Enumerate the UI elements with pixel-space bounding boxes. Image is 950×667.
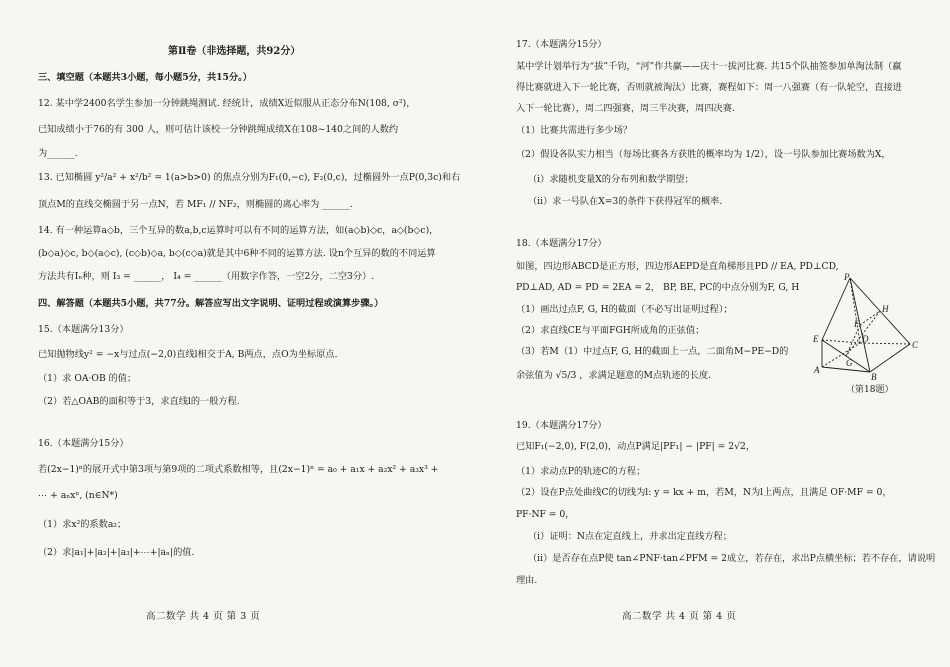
section-4-heading: 四、解答题（本题共5小题，共77分。解答应写出文字说明、证明过程或演算步骤。）	[38, 298, 384, 309]
q15-sub2: （2）若△OAB的面积等于3，求直线l的一般方程.	[38, 396, 240, 407]
q18-sub1: （1）画出过点F, G, H的截面（不必写出证明过程）；	[516, 304, 733, 315]
q18-sub3: （3）若M（1）中过点F, G, H的截面上一点，二面角M−PE−D的	[516, 346, 789, 357]
q16-sub1: （1）求x²的系数a₂；	[38, 519, 127, 530]
q18-line1: 如图，四边形ABCD是正方形，四边形AEPD是直角梯形且PD // EA, PD⊥CD,	[516, 261, 839, 272]
q17-sub2-ii: （ii）求一号队在X=3的条件下获得冠军的概率.	[528, 196, 723, 207]
q12-line3: 为______.	[38, 148, 78, 159]
q17-sub2: （2）假设各队实力相当（每场比赛各方获胜的概率均为 1/2），设一号队参加比赛场数为X，	[516, 149, 891, 160]
fig-label-E: E	[813, 334, 819, 344]
q18-head: 18.（本题满分17分）	[516, 238, 607, 249]
q13-line1: 13. 已知椭圆 y²/a² + x²/b² = 1(a>b>0) 的焦点分别为F₁(0,−c), F₂(0,c)，过椭圆外一点P(0,3c)和右	[38, 172, 461, 183]
section-3-heading: 三、填空题（本题共3小题，每小题5分，共15分。）	[38, 72, 252, 83]
q15-head: 15.（本题满分13分）	[38, 324, 129, 335]
fig-label-C: C	[912, 340, 919, 350]
q18-sub2: （2）求直线CE与平面FGH所成角的正弦值；	[516, 325, 705, 336]
q17-sub1: （1）比赛共需进行多少场？	[516, 125, 633, 136]
q16-line1: 若(2x−1)ⁿ的展开式中第3项与第9项的二项式系数相等，且(2x−1)ⁿ = a₀ + a₁x + a₂x² + a₃x³ +	[38, 464, 439, 475]
fig-label-H: H	[882, 304, 889, 314]
q18-sub3b: 余弦值为 √5/3 ，求满足题意的M点轨迹的长度.	[516, 370, 711, 381]
fig-label-D: D	[862, 334, 869, 344]
fig-label-A: A	[814, 365, 820, 375]
q12-line2: 已知成绩小于76的有 300 人，则可估计该校一分钟跳绳成绩X在108~140之间的人数约	[38, 124, 399, 135]
q19-head: 19.（本题满分17分）	[516, 420, 607, 431]
q15-line1: 已知抛物线y² = −x与过点(−2,0)直线l相交于A, B两点，点O为坐标原点．	[38, 349, 344, 360]
q19-sub2-ii: （ii）是否存在点P使 tan∠PNF·tan∠PFM = 2成立，若存在，求出P点横坐标；若不存在，请说明	[528, 553, 936, 564]
q16-head: 16.（本题满分15分）	[38, 438, 129, 449]
q19-sub2-i: （i）证明：N点在定直线上，并求出定直线方程；	[528, 531, 732, 542]
q13-line2: 顶点M的直线交椭圆于另一点N，若 MF₁ // NF₂，则椭圆的离心率为 ______.	[38, 199, 353, 210]
q16-sub2: （2）求|a₁|+|a₂|+|a₃|+⋯+|aₙ|的值.	[38, 547, 195, 558]
q17-line3: 入下一轮比赛），周二四强赛，周三半决赛，周四决赛.	[516, 103, 735, 114]
q17-sub2-i: （i）求随机变量X的分布列和数学期望；	[528, 174, 694, 185]
fig-label-B: B	[871, 372, 877, 382]
q17-head: 17.（本题满分15分）	[516, 39, 607, 50]
q18-pyramid-figure	[812, 272, 932, 400]
q14-line2: (b◇a)◇c, b◇(a◇c), (c◇b)◇a, b◇(c◇a)就是其中6种不同的运算方法. 设n个互异的数的不同运算	[38, 248, 436, 259]
q19-sub1: （1）求动点P的轨迹C的方程；	[516, 466, 646, 477]
q19-line1: 已知F₁(−2,0), F(2,0)，动点P满足|PF₁| − |PF| = 2√2，	[516, 441, 756, 452]
right-footer: 高二数学 共 4 页 第 4 页	[622, 611, 737, 622]
q17-line1: 某中学计划举行为“拔”千钧，“河”作共赢——庆十一拔河比赛. 共15个队抽签参加单淘汰制（赢	[516, 61, 902, 72]
q18-figure-caption: （第18题）	[846, 385, 894, 395]
q12-line1: 12. 某中学2400名学生参加一分钟跳绳测试. 经统计，成绩X近似服从正态分布N(108, σ²)，	[38, 98, 416, 109]
q19-sub2: （2）设在P点处曲线C的切线为l: y = kx + m，若M，N为l上两点，且满足 OF·MF = 0，	[516, 487, 892, 498]
q19-sub2b: PF·NF = 0，	[516, 509, 575, 520]
fig-label-P: P	[844, 272, 850, 282]
q14-line3: 方法共有Iₙ种，则 I₃ = ______， I₄ = ______（用数字作答，一空2分，二空3分）.	[38, 271, 375, 282]
q15-sub1: （1）求 OA·OB 的值；	[38, 373, 137, 384]
q14-line1: 14. 有一种运算a◇b，三个互异的数a,b,c运算时可以有不同的运算方法，如(a◇b)◇c，a◇(b◇c)，	[38, 225, 439, 236]
fig-label-G: G	[846, 358, 853, 368]
fig-label-F: F	[854, 319, 860, 329]
q18-line2: PD⊥AD, AD = PD = 2EA = 2， BP, BE, PC的中点分别为F, G, H	[516, 282, 800, 293]
q19-sub2-iii: 理由.	[516, 575, 538, 586]
q17-line2: 得比赛就进入下一轮比赛，否则就被淘汰）比赛，赛程如下：周一八强赛（有一队轮空，直接进	[516, 82, 902, 93]
part-title: 第Ⅱ卷（非选择题，共92分）	[168, 46, 301, 57]
left-footer: 高二数学 共 4 页 第 3 页	[146, 611, 261, 622]
q16-line2: ⋯ + aₙxⁿ, (n∈N*)	[38, 490, 118, 501]
